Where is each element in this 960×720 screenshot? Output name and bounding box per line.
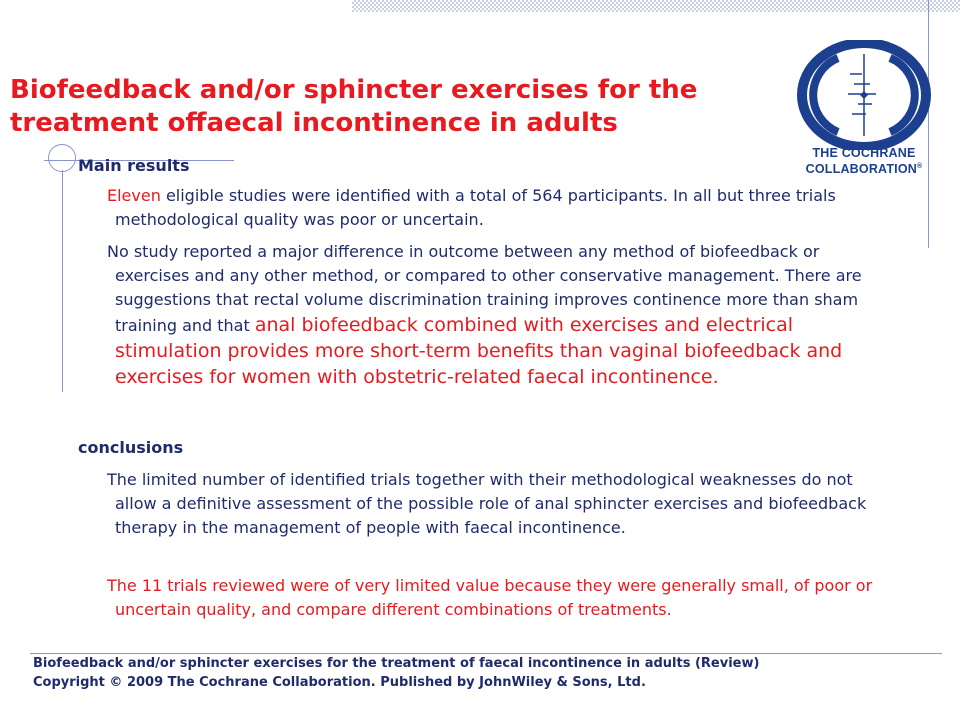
logo-line-1: THE COCHRANE [812,146,916,160]
main-results-p2-emphasis: anal biofeedback combined with exercises and electrical stimulation provides more short-term benefits than vaginal biofeedback and exercises for women with obstetric-related faecal incontinence. [115,314,843,388]
logo-line-2-text: COLLABORATION [805,162,918,177]
main-results-heading: Main results [78,156,190,175]
conclusions-paragraph-2: The 11 trials reviewed were of very limited value because they were generally small, of poor or uncertain quality, and compare different combinations of treatments. [107,576,873,619]
main-results-p1-text: eligible studies were identified with a total of 564 participants. In all but three trials methodological quality was poor or uncertain. [115,186,836,229]
main-results-p2-text: No study reported a major difference in outcome between any method of biofeedback or exercises and any other method, or compared to other conservative management. There are suggestions that rectal volume discrimination training improves continence more than sham training and that [107,242,862,335]
eleven-highlight: Eleven [107,186,161,205]
conclusions-paragraph-1: The limited number of identified trials together with their methodological weaknesses do not allow a definitive assessment of the possible role of anal sphincter exercises and biofeedback therapy in the management of people with faecal incontinence. [107,470,867,537]
slide-title: Biofeedback and/or sphincter exercises for the treatment offaecal incontinence in adults [10,75,698,138]
registered-mark: ® [917,163,923,170]
conclusions-heading: conclusions [78,438,184,457]
main-results-paragraph-2 [107,240,875,390]
footer-line-2: Copyright © 2009 The Cochrane Collaboration. Published by JohnWiley & Sons, Ltd. [33,675,646,690]
footer-citation [33,654,933,692]
footer-line-1: Biofeedback and/or sphincter exercises for the treatment of faecal incontinence in adults (Review) [33,656,760,671]
main-results-paragraph-1 [107,184,875,232]
